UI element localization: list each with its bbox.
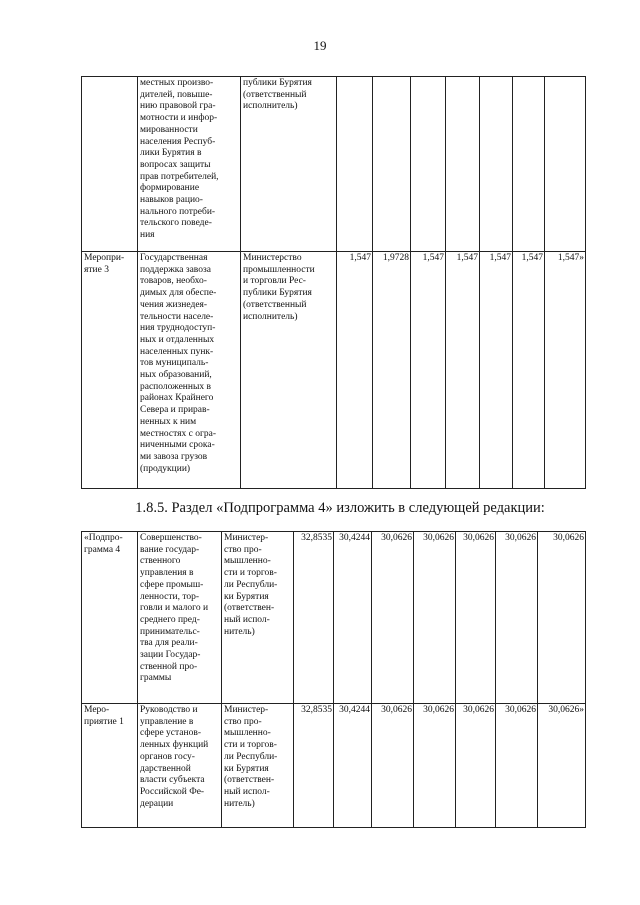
table-cell: Министерство промышленности и торговли Рес- публики Бурятия (ответственный исполнитель) xyxy=(241,252,337,489)
table-cell: 1,547 xyxy=(337,252,373,489)
table-cell: Государственная поддержка завоза товаров, необхо- димых для обеспе- чения жизнедея- тельности населе- ния труднодоступ- ных и отдаленных населенных пунк- тов муниципаль- ных образований, расположенных в районах Крайнего Севера и прирав- ненных к ним местностях с огра- ниченными срока- ми завоза грузов (продукции) xyxy=(138,252,241,489)
table-cell: 1,547 xyxy=(513,252,545,489)
table-cell: 1,9728 xyxy=(373,252,411,489)
table-cell: 30,0626 xyxy=(372,532,414,704)
table-cell: 30,0626 xyxy=(372,704,414,828)
table-cell xyxy=(513,77,545,252)
measures-table-continued xyxy=(81,76,586,489)
page-number: 19 xyxy=(313,38,327,53)
table-cell: Руководство и управление в сфере установ- ленных функций органов госу- дарственной власти субъекта Российской Фе- дерации xyxy=(138,704,222,828)
table-row xyxy=(82,532,586,704)
table-cell: публики Бурятия (ответственный исполнитель) xyxy=(241,77,337,252)
table-cell: Министер- ство про- мышленно- сти и торгов- ли Республи- ки Бурятия (ответствен- ный испол- нитель) xyxy=(222,532,294,704)
table-cell: 1,547 xyxy=(446,252,480,489)
table-cell: Меро- приятие 1 xyxy=(82,704,138,828)
table-cell: 30,0626 xyxy=(414,704,456,828)
table-row xyxy=(82,252,586,489)
table-cell: 32,8535 xyxy=(294,532,334,704)
table-cell: 1,547 xyxy=(480,252,513,489)
table-cell: 1,547» xyxy=(545,252,586,489)
table-cell: 30,0626 xyxy=(414,532,456,704)
table-cell xyxy=(480,77,513,252)
table-cell: 30,4244 xyxy=(334,704,372,828)
table-cell xyxy=(545,77,586,252)
table-cell: Меропри- ятие 3 xyxy=(82,252,138,489)
table-cell: 32,8535 xyxy=(294,704,334,828)
table-cell: Совершенство- вание государ- ственного управления в сфере промыш- ленности, тор- говли и малого и среднего пред- принимательс- тва для реали- зации Государ- ственной про- граммы xyxy=(138,532,222,704)
table-cell xyxy=(82,77,138,252)
table-cell: 30,0626 xyxy=(456,532,496,704)
table-cell: местных произво- дителей, повыше- нию правовой гра- мотности и инфор- мированности населения Респуб- лики Бурятия в вопросах защиты прав потребителей, формирование навыков рацио- нального потреби- тельского поведе- ния xyxy=(138,77,241,252)
table-cell: 30,0626 xyxy=(538,532,586,704)
table-cell: «Подпро- грамма 4 xyxy=(82,532,138,704)
table-cell: 30,0626 xyxy=(496,532,538,704)
section-heading: 1.8.5. Раздел «Подпрограмма 4» изложить в следующей редакции: xyxy=(135,500,545,516)
table-cell xyxy=(411,77,446,252)
table-cell: 30,0626» xyxy=(538,704,586,828)
table-cell xyxy=(446,77,480,252)
table-cell: 1,547 xyxy=(411,252,446,489)
table-cell: 30,0626 xyxy=(456,704,496,828)
table-row xyxy=(82,704,586,828)
table-cell: 30,0626 xyxy=(496,704,538,828)
table-cell xyxy=(373,77,411,252)
table-cell xyxy=(337,77,373,252)
table-cell: Министер- ство про- мышленно- сти и торгов- ли Республи- ки Бурятия (ответствен- ный испол- нитель) xyxy=(222,704,294,828)
table-row xyxy=(82,77,586,252)
subprogram-4-table xyxy=(81,531,586,828)
table-cell: 30,4244 xyxy=(334,532,372,704)
